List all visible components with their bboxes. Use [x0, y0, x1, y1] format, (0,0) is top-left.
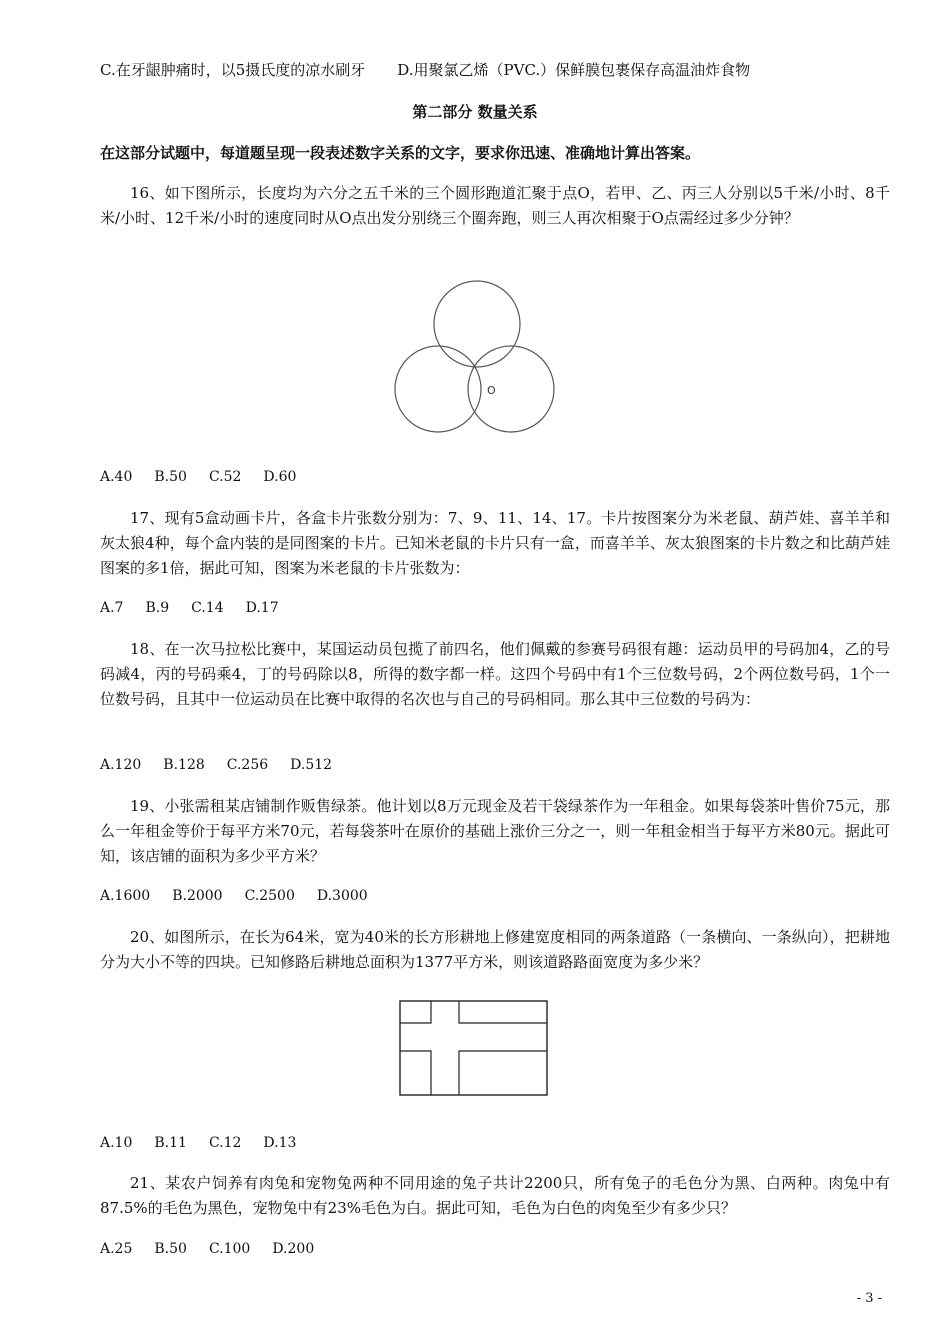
section-instruction: 在这部分试题中，每道题呈现一段表述数字关系的文字，要求你迅速、准确地计算出答案。 [100, 144, 701, 162]
prev-option-c: C.在牙龈肿痛时，以5摄氏度的凉水刷牙 [100, 61, 366, 79]
option-c: C.52 [208, 469, 242, 485]
option-d: D.60 [263, 469, 297, 485]
option-c: C.100 [208, 1241, 251, 1257]
option-b: B.11 [154, 1135, 187, 1151]
question-21 [100, 1171, 890, 1221]
question-text: 19、小张需租某店铺制作贩售绿茶。他计划以8万元现金及若干袋绿茶作为一年租金。如果每袋茶叶售价75元，那么一年租金等价于每平方米70元，若每袋茶叶在原价的基础上涨价三分之一，则一年租金相当于每平方米80元。据此可知，该店铺的面积为多少平方米？ [100, 797, 890, 865]
three-circles-figure [380, 278, 570, 438]
question-20-options [100, 1133, 318, 1153]
option-a: A.25 [100, 1241, 133, 1257]
field-plot-bottom-right [459, 1051, 547, 1095]
page-number: - 3 - [856, 1291, 882, 1306]
option-b: B.9 [145, 600, 170, 616]
option-d: D.3000 [316, 888, 368, 904]
option-d: D.200 [272, 1241, 315, 1257]
question-17 [100, 506, 890, 581]
option-a: A.40 [100, 469, 133, 485]
option-c: C.256 [226, 757, 269, 773]
question-text: 20、如图所示，在长为64米，宽为40米的长方形耕地上修建宽度相同的两条道路（一条横向、一条纵向），把耕地分为大小不等的四块。已知修路后耕地总面积为1377平方米，则该道路路面宽度为多少米？ [100, 928, 890, 971]
question-21-options [100, 1239, 336, 1259]
option-b: B.128 [163, 757, 205, 773]
option-a: A.10 [100, 1135, 133, 1151]
option-a: A.1600 [100, 888, 151, 904]
option-a: A.120 [100, 757, 142, 773]
option-d: D.512 [290, 757, 333, 773]
question-text: 21、某农户饲养有肉兔和宠物兔两种不同用途的兔子共计2200只，所有兔子的毛色分为黑、白两种。肉兔中有87.5%的毛色为黑色，宠物兔中有23%毛色为白。据此可知，毛色为白色的肉兔至少有多少只？ [100, 1174, 890, 1217]
option-d: D.17 [245, 600, 279, 616]
question-19-options [100, 886, 390, 906]
question-16 [100, 181, 890, 231]
option-b: B.50 [154, 469, 187, 485]
prev-option-d: D.用聚氯乙烯（PVC.）保鲜膜包裹保存高温油炸食物 [397, 61, 751, 79]
question-18-options [100, 755, 354, 775]
prev-options [100, 60, 750, 80]
question-19 [100, 794, 890, 869]
option-c: C.2500 [244, 888, 295, 904]
field-roads-figure [399, 1000, 549, 1097]
circle-track-top [434, 281, 520, 367]
question-20 [100, 925, 890, 975]
option-c: C.14 [191, 600, 224, 616]
question-18 [100, 637, 890, 712]
question-text: 18、在一次马拉松比赛中，某国运动员包揽了前四名，他们佩戴的参赛号码很有趣：运动员甲的号码加4，乙的号码减4，丙的号码乘4，丁的号码除以8，所得的数字都一样。这四个号码中有1个三位数号码，2个两位数号码，1个一位数号码，且其中一位运动员在比赛中取得的名次也与自己的号码相同。那么其中三位数的号码为： [100, 640, 890, 708]
question-16-options [100, 467, 318, 487]
question-text: 17、现有5盒动画卡片，各盒卡片张数分别为：7、9、11、14、17。卡片按图案分为米老鼠、葫芦娃、喜羊羊和灰太狼4种，每个盒内装的是同图案的卡片。已知米老鼠的卡片只有一盒，而喜羊羊、灰太狼图案的卡片数之和比葫芦娃图案的多1倍，据此可知，图案为米老鼠的卡片张数为： [100, 509, 890, 577]
field-rectangle [400, 1001, 547, 1095]
field-plot-top-left [400, 1001, 431, 1023]
option-a: A.7 [100, 600, 124, 616]
field-plot-bottom-left [400, 1051, 431, 1095]
field-plot-top-right [459, 1001, 547, 1023]
option-c: C.12 [208, 1135, 242, 1151]
option-b: B.50 [154, 1241, 187, 1257]
question-text: 16、如下图所示，长度均为六分之五千米的三个圆形跑道汇聚于点O，若甲、乙、丙三人分别以5千米/小时、8千米/小时、12千米/小时的速度同时从O点出发分别绕三个圈奔跑，则三人再次相聚于O点需经过多少分钟？ [100, 184, 890, 227]
option-b: B.2000 [172, 888, 223, 904]
section-title: 第二部分 数量关系 [412, 103, 538, 121]
question-17-options [100, 598, 301, 618]
point-o-label: O [487, 384, 496, 397]
option-d: D.13 [263, 1135, 297, 1151]
